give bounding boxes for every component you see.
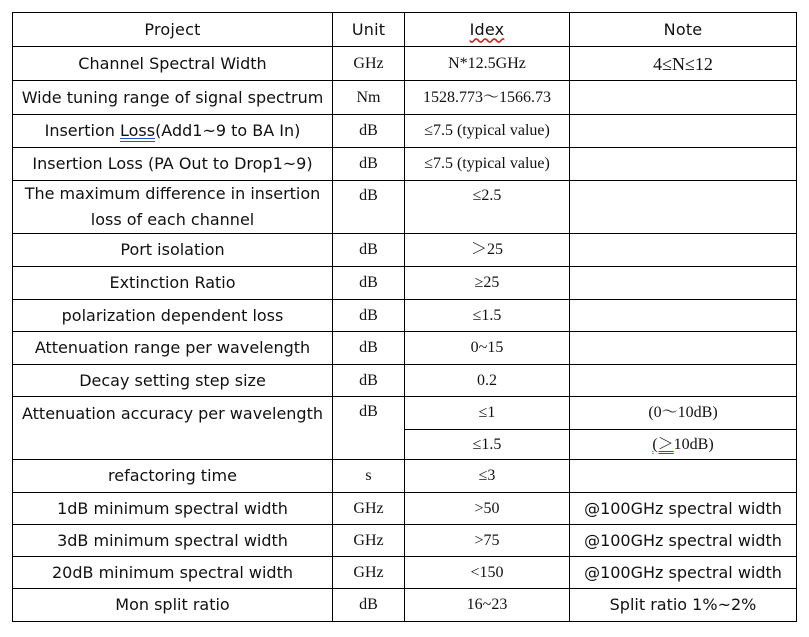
header-unit: Unit (333, 13, 405, 47)
table-row (13, 493, 797, 525)
index-cell: 0~15 (405, 332, 570, 365)
table-row (13, 589, 797, 622)
table-row (13, 234, 797, 267)
unit-cell: dB (333, 589, 405, 622)
note-cell (570, 234, 797, 267)
unit-cell: dB (333, 300, 405, 332)
project-text-pre: Insertion (44, 121, 120, 140)
index-cell: >75 (405, 525, 570, 557)
unit-cell: GHz (333, 47, 405, 81)
header-row (13, 13, 797, 47)
header-note: Note (570, 13, 797, 47)
index-cell: ＞25 (405, 234, 570, 267)
index-cell: 16~23 (405, 589, 570, 622)
note-cell (570, 148, 797, 181)
table-row (13, 300, 797, 332)
project-cell: Port isolation (13, 234, 333, 267)
note-text-post: 10dB) (673, 435, 714, 453)
header-project: Project (13, 13, 333, 47)
note-cell (570, 181, 797, 234)
project-cell: Attenuation accuracy per wavelength (13, 397, 333, 460)
project-cell: 3dB minimum spectral width (13, 525, 333, 557)
index-cell: <150 (405, 557, 570, 589)
project-cell (13, 115, 333, 148)
note-cell (570, 81, 797, 115)
note-cell (570, 300, 797, 332)
unit-cell: dB (333, 234, 405, 267)
unit-cell: dB (333, 365, 405, 397)
index-cell: >50 (405, 493, 570, 525)
project-cell: The maximum difference in insertion loss of each channel (13, 181, 333, 234)
index-cell: 0.2 (405, 365, 570, 397)
project-cell: Mon split ratio (13, 589, 333, 622)
table-row (13, 460, 797, 493)
table-row (13, 267, 797, 300)
unit-cell: GHz (333, 525, 405, 557)
project-cell: Attenuation range per wavelength (13, 332, 333, 365)
table-row (13, 557, 797, 589)
note-cell: 4≤N≤12 (570, 47, 797, 81)
unit-cell: s (333, 460, 405, 493)
note-cell (570, 267, 797, 300)
index-cell: ≤3 (405, 460, 570, 493)
unit-cell: dB (333, 181, 405, 234)
project-cell: Decay setting step size (13, 365, 333, 397)
table-row (13, 181, 797, 234)
index-cell: ≥25 (405, 267, 570, 300)
index-cell: ≤2.5 (405, 181, 570, 234)
unit-cell: GHz (333, 557, 405, 589)
index-cell: ≤7.5 (typical value) (405, 148, 570, 181)
note-cell: @100GHz spectral width (570, 525, 797, 557)
project-cell: Channel Spectral Width (13, 47, 333, 81)
note-cell: (0～10dB) (570, 397, 797, 430)
table-row (13, 81, 797, 115)
index-cell: N*12.5GHz (405, 47, 570, 81)
header-index (405, 13, 570, 47)
table-row (13, 332, 797, 365)
table-row (13, 115, 797, 148)
index-cell: ≤7.5 (typical value) (405, 115, 570, 148)
index-cell: ≤1 (405, 397, 570, 430)
unit-cell: Nm (333, 81, 405, 115)
unit-cell: dB (333, 332, 405, 365)
project-cell: refactoring time (13, 460, 333, 493)
unit-cell: GHz (333, 493, 405, 525)
project-cell: Insertion Loss (PA Out to Drop1~9) (13, 148, 333, 181)
note-cell (570, 460, 797, 493)
table-row (13, 365, 797, 397)
note-cell (570, 332, 797, 365)
table-row (13, 148, 797, 181)
table-row (13, 397, 797, 430)
note-cell (570, 115, 797, 148)
note-text-underlined: (＞ (652, 435, 674, 453)
project-text-underlined: Loss (119, 121, 156, 140)
note-cell (570, 430, 797, 460)
project-text-post: (Add1~9 to BA In) (155, 121, 301, 140)
unit-cell: dB (333, 148, 405, 181)
note-cell: @100GHz spectral width (570, 557, 797, 589)
index-cell: ≤1.5 (405, 300, 570, 332)
table-row (13, 47, 797, 81)
table-row (13, 525, 797, 557)
project-cell: Extinction Ratio (13, 267, 333, 300)
project-cell: 20dB minimum spectral width (13, 557, 333, 589)
unit-cell: dB (333, 115, 405, 148)
unit-cell: dB (333, 397, 405, 460)
note-cell: @100GHz spectral width (570, 493, 797, 525)
project-cell: polarization dependent loss (13, 300, 333, 332)
project-cell: 1dB minimum spectral width (13, 493, 333, 525)
unit-cell: dB (333, 267, 405, 300)
index-cell: ≤1.5 (405, 430, 570, 460)
spec-table (12, 12, 797, 622)
project-cell: Wide tuning range of signal spectrum (13, 81, 333, 115)
note-cell: Split ratio 1%~2% (570, 589, 797, 622)
header-index-text: Idex (469, 19, 505, 39)
index-cell: 1528.773～1566.73 (405, 81, 570, 115)
note-cell (570, 365, 797, 397)
